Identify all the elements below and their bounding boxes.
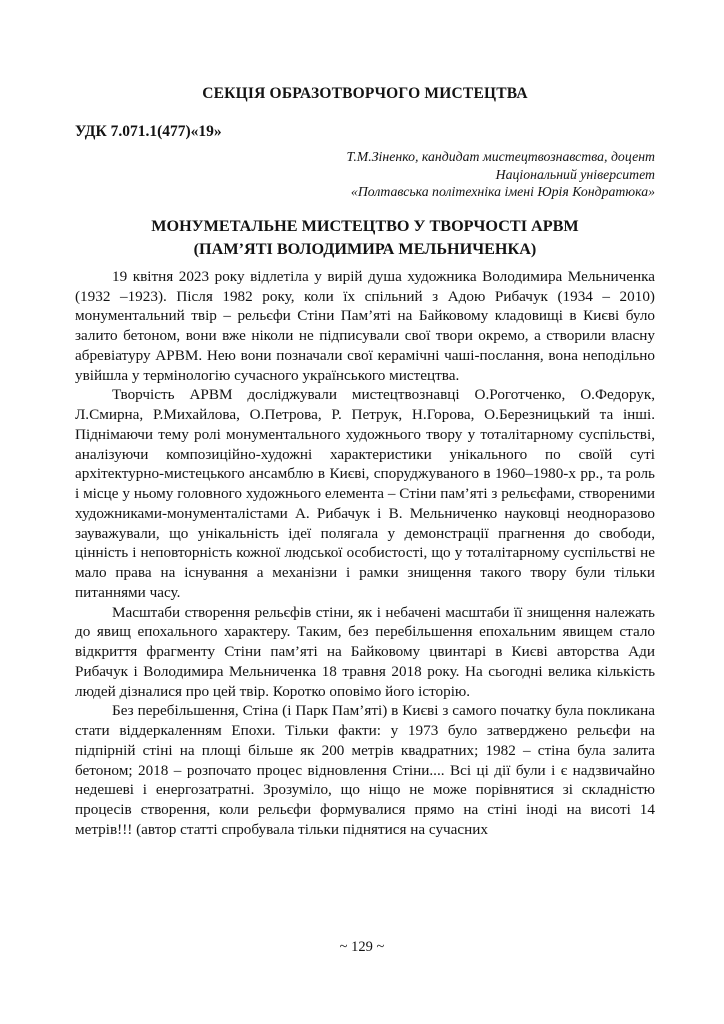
author-block xyxy=(75,148,655,201)
author-affiliation-line1: Національний університет xyxy=(495,166,655,182)
author-name-line: Т.М.Зіненко, кандидат мистецтвознавства, доцент xyxy=(346,149,655,164)
article-title xyxy=(75,215,655,261)
article-title-line1: МОНУМЕТАЛЬНЕ МИСТЕЦТВО У ТВОРЧОСТІ АРВМ xyxy=(151,216,579,235)
page-number: ~ 129 ~ xyxy=(339,939,385,955)
paragraph-2: Творчість АРВМ досліджували мистецтвознавці О.Роготченко, О.Федорук, Л.Смирна, Р.Михайлова, О.Петрова, Р. Петрук, Н.Горова, О.Березницький та інші. Піднімаючи тему ролі монументального художнього твору у тоталітарному суспільстві, аналізуючи композиційно-художні характеристики унікального по своїй суті архітектурно-мистецького ансамблю в Києві, споруджуваного в 1960–1980-х рр., та роль і місце у ньому головного художнього елемента – Стіни пам’яті з рельєфами, створеними художниками-монументалістами А. Рибачук і В. Мельниченко науковці неодноразово зауважували, що унікальність ідеї полягала у демонстрації прагнення до свободи, цінність і неповторність кожної людської особистості, що у тоталітарному суспільстві не мало права на існування а механізни і рамки знищення такого твору були тільки питаннями часу. xyxy=(75,386,655,601)
paragraph-4: Без перебільшення, Стіна (і Парк Пам’яті) в Києві з самого початку була покликана стати віддеркаленням Епохи. Тільки факти: у 1973 було затверджено рельєфи на підпірній стіні на площі більше як 200 метрів квадратних; 1982 – стіна була залита бетоном; 2018 – розпочато процес відновлення Стіни.... Всі ці дії були і є надзвичайно недешеві і енергозатратні. Зрозуміло, що ніщо не може порівнятися зі складністю процесів створення, коли рельєфи формувалися прямо на стіні іноді на висоті 14 метрів!!! (автор статті спробувала тільки піднятися на сучасних xyxy=(75,702,655,838)
udc-code: УДК 7.071.1(477)«19» xyxy=(75,123,222,140)
page-content xyxy=(75,0,655,840)
author-affiliation-line2: «Полтавська політехніка імені Юрія Кондратюка» xyxy=(350,184,655,200)
section-header: СЕКЦІЯ ОБРАЗОТВОРЧОГО МИСТЕЦТВА xyxy=(202,85,528,102)
article-title-line2: (ПАМ’ЯТІ ВОЛОДИМИРА МЕЛЬНИЧЕНКА) xyxy=(193,239,537,258)
article-body xyxy=(75,267,655,840)
paragraph-1: 19 квітня 2023 року відлетіла у вирій душа художника Володимира Мельниченка (1932 –1923). Після 1982 року, коли їх спільний з Адою Рибачук (1934 – 2010) монументальний твір – рельєфи Стіни Пам’яті на Байковому кладовищі в Києві було залито бетоном, вони вже ніколи не підписували свої твори окремо, а створили власну абревіатуру АРВМ. Нею вони позначали свої керамічні чаші-послання, вона неподільно увійшла у термінологію сучасного українського мистецтва. xyxy=(75,267,655,384)
paragraph-3: Масштаби створення рельєфів стіни, як і небачені масштаби її знищення належать до явищ епохального характеру. Таким, без перебільшення епохальним явищем стало відкриття фрагменту Стіни пам’яті на Байковому цвинтарі в Києві авторства Ади Рибачук і Володимира Мельниченка 18 травня 2018 року. На сьогодні велика кількість людей дізналися про цей твір. Коротко оповімо його історію. xyxy=(75,603,655,700)
